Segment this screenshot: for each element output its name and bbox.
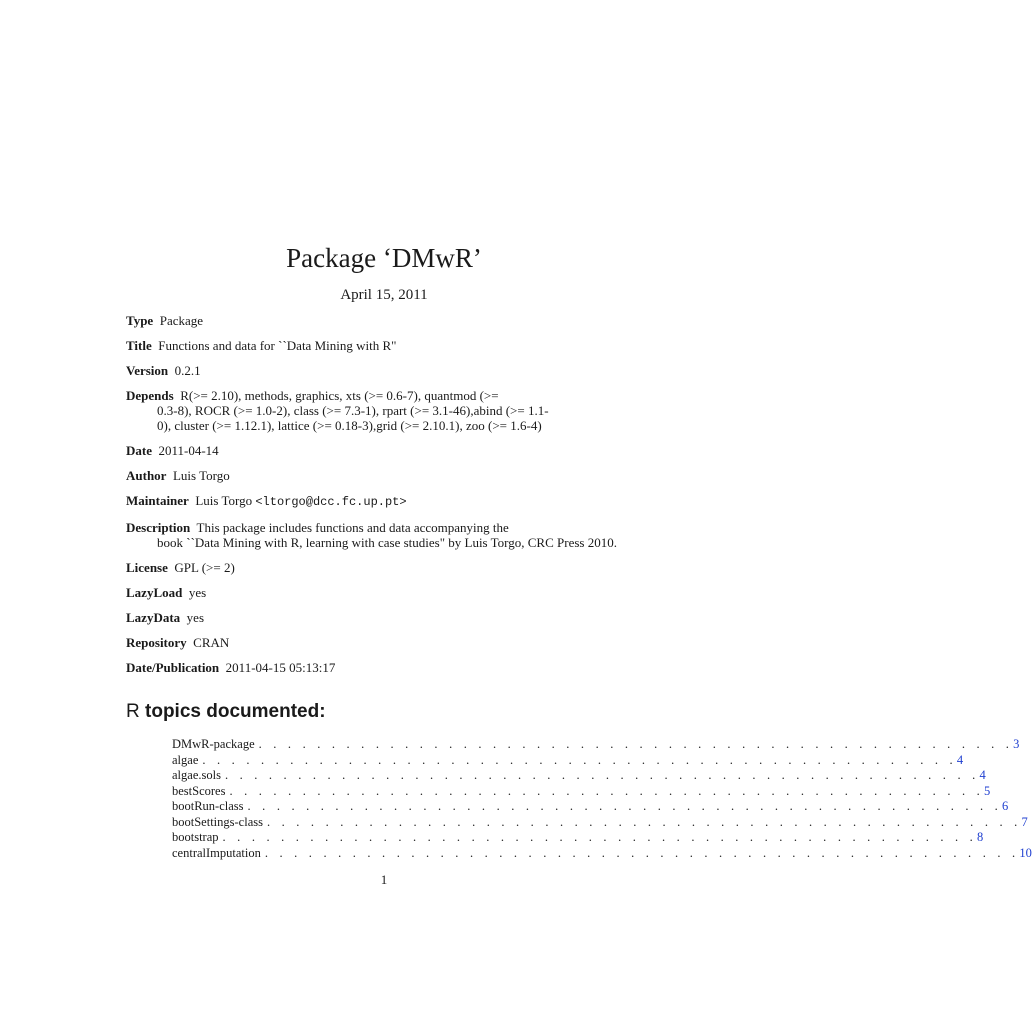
field-value-line: 0), cluster (>= 1.12.1), lattice (>= 0.18-3),grid (>= 2.10.1), zoo (>= 1.6-4)	[157, 418, 542, 433]
field-maintainer	[126, 493, 646, 510]
field-version	[126, 363, 646, 378]
toc-page-link[interactable]: 7	[1021, 814, 1028, 829]
field-date	[126, 443, 646, 458]
package-fields	[126, 313, 646, 675]
toc-entry-name: algae.sols	[172, 768, 221, 782]
field-value-line: 0.3-8), ROCR (>= 1.0-2), class (>= 7.3-1), rpart (>= 3.1-46),abind (>= 1.1-	[157, 403, 549, 418]
field-name: License	[126, 560, 168, 575]
field-name: Description	[126, 520, 191, 535]
field-value: 2011-04-14	[158, 443, 219, 458]
field-depends	[126, 388, 646, 433]
topics-heading-r: R	[126, 701, 140, 722]
toc-entry-name: centralImputation	[172, 845, 261, 860]
topics-heading-text: topics documented:	[145, 701, 326, 722]
field-value: CRAN	[193, 635, 230, 650]
topics-list	[172, 737, 1032, 861]
field-name: Type	[126, 313, 154, 328]
toc-leader: . . . . . . . . . . . . . . . . . . . . . . . . . . . . . . . . . . . . . . . . . . . . . . . . . . . .	[222, 830, 978, 844]
toc-page-link[interactable]: 4	[979, 768, 986, 782]
toc-entry[interactable]	[172, 783, 991, 800]
toc-leader: . . . . . . . . . . . . . . . . . . . . . . . . . . . . . . . . . . . . . . . . . . . . . . . . . . . .	[266, 814, 1022, 829]
field-name: LazyLoad	[126, 585, 183, 600]
toc-entry[interactable]	[172, 814, 1028, 831]
page-title: Package ‘DMwR’	[286, 243, 482, 273]
field-publication	[126, 660, 646, 675]
field-name: Date/Publication	[126, 660, 220, 675]
toc-entry-name: algae	[172, 752, 199, 767]
toc-entry-name: bootSettings-class	[172, 814, 263, 829]
field-value: Functions and data for ``Data Mining with R"	[158, 338, 397, 353]
toc-leader: . . . . . . . . . . . . . . . . . . . . . . . . . . . . . . . . . . . . . . . . . . . . . . . . . . . .	[258, 737, 1014, 751]
field-name: Title	[126, 338, 152, 353]
field-value: GPL (>= 2)	[174, 560, 235, 575]
field-repository	[126, 635, 646, 650]
toc-page-link[interactable]: 3	[1013, 737, 1020, 751]
toc-entry-name: bestScores	[172, 783, 226, 798]
toc-page-link[interactable]: 10	[1019, 845, 1032, 860]
field-license	[126, 560, 646, 575]
field-value: yes	[188, 585, 207, 600]
field-value: yes	[186, 610, 205, 625]
toc-page-link[interactable]: 4	[956, 752, 964, 767]
field-value: Luis Torgo	[172, 468, 230, 483]
toc-page-link[interactable]: 5	[983, 783, 991, 798]
field-name: Version	[126, 363, 169, 378]
field-author	[126, 468, 646, 483]
topics-heading	[126, 701, 326, 723]
field-value: Luis Torgo	[195, 493, 253, 508]
page-number: 1	[380, 872, 388, 887]
toc-leader: . . . . . . . . . . . . . . . . . . . . . . . . . . . . . . . . . . . . . . . . . . . . . . . . . . . .	[229, 783, 984, 798]
toc-entry-name: bootRun-class	[172, 799, 244, 813]
toc-entry[interactable]	[172, 737, 1020, 753]
document-date: April 15, 2011	[340, 287, 428, 303]
field-name: LazyData	[126, 610, 181, 625]
field-value-line: book ``Data Mining with R, learning with case studies" by Luis Torgo, CRC Press 2010.	[157, 535, 617, 550]
field-value-line: R(>= 2.10), methods, graphics, xts (>= 0.6-7), quantmod (>=	[180, 388, 499, 403]
field-name: Date	[126, 443, 152, 458]
toc-entry-name: DMwR-package	[172, 737, 255, 751]
toc-leader: . . . . . . . . . . . . . . . . . . . . . . . . . . . . . . . . . . . . . . . . . . . . . . . . . . . .	[224, 768, 980, 782]
field-lazyload	[126, 585, 646, 600]
field-name: Maintainer	[126, 493, 189, 508]
toc-leader: . . . . . . . . . . . . . . . . . . . . . . . . . . . . . . . . . . . . . . . . . . . . . . . . . . . .	[247, 799, 1003, 813]
toc-page-link[interactable]: 8	[977, 830, 984, 844]
field-name: Author	[126, 468, 167, 483]
toc-page-link[interactable]: 6	[1002, 799, 1009, 813]
field-title	[126, 338, 646, 353]
toc-leader: . . . . . . . . . . . . . . . . . . . . . . . . . . . . . . . . . . . . . . . . . . . . . . . . . . . .	[202, 752, 957, 767]
field-value: 0.2.1	[174, 363, 201, 378]
toc-leader: . . . . . . . . . . . . . . . . . . . . . . . . . . . . . . . . . . . . . . . . . . . . . . . . . . . .	[264, 845, 1020, 860]
field-value: 2011-04-15 05:13:17	[225, 660, 336, 675]
toc-entry[interactable]	[172, 752, 964, 769]
field-value: Package	[159, 313, 204, 328]
toc-entry-name: bootstrap	[172, 830, 219, 844]
toc-entry[interactable]	[172, 845, 1032, 862]
field-type	[126, 313, 646, 328]
field-description	[126, 520, 646, 550]
toc-entry[interactable]	[172, 830, 984, 846]
maintainer-email: <ltorgo@dcc.fc.up.pt>	[255, 495, 407, 509]
toc-entry[interactable]	[172, 768, 986, 784]
toc-entry[interactable]	[172, 799, 1009, 815]
field-name: Depends	[126, 388, 174, 403]
field-name: Repository	[126, 635, 187, 650]
field-value-line: This package includes functions and data accompanying the	[196, 520, 509, 535]
field-lazydata	[126, 610, 646, 625]
